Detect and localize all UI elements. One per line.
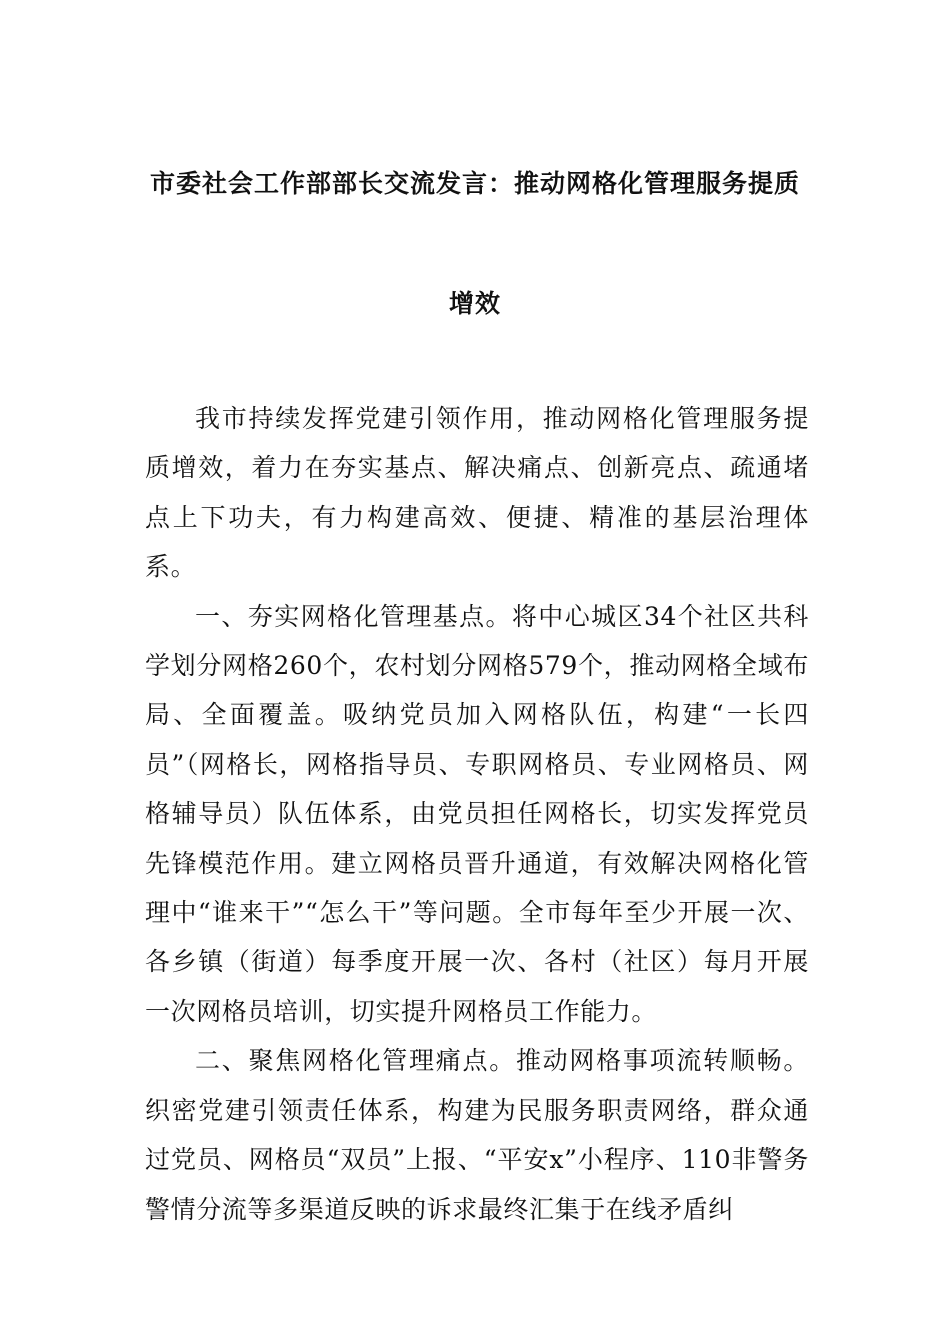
document-body <box>145 394 809 1234</box>
paragraph-intro: 我市持续发挥党建引领作用，推动网格化管理服务提质增效，着力在夯实基点、解决痛点、创新亮点、疏通堵点上下功夫，有力构建高效、便捷、精准的基层治理体系。 <box>145 404 809 582</box>
document-title-line-2: 增效 <box>448 289 501 318</box>
paragraph-section-1: 一、夯实网格化管理基点。将中心城区34个社区共科学划分网格260个，农村划分网格579个，推动网格全域布局、全面覆盖。吸纳党员加入网格队伍，构建“一长四员”（网格长，网格指导员、专职网格员、专业网格员、网格辅导员）队伍体系，由党员担任网格长，切实发挥党员先锋模范作用。建立网格员晋升通道，有效解决网格化管理中“谁来干”“怎么干”等问题。全市每年至少开展一次、各乡镇（街道）每季度开展一次、各村（社区）每月开展一次网格员培训，切实提升网格员工作能力。 <box>145 601 809 1026</box>
document-title-line-1: 市委社会工作部部长交流发言：推动网格化管理服务提质 <box>149 169 800 198</box>
paragraph-section-2: 二、聚焦网格化管理痛点。推动网格事项流转顺畅。织密党建引领责任体系，构建为民服务职责网络，群众通过党员、网格员“双员”上报、“平安x”小程序、110非警务警情分流等多渠道反映的诉求最终汇集于在线矛盾纠 <box>145 1046 809 1224</box>
